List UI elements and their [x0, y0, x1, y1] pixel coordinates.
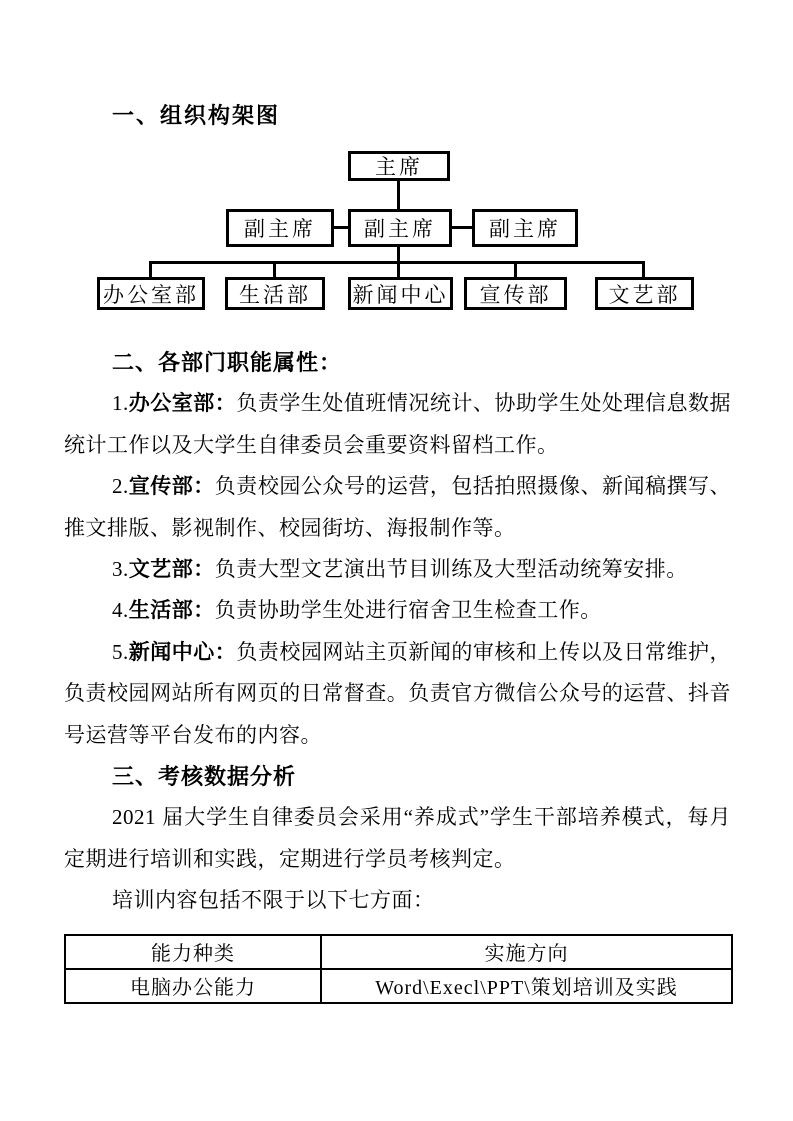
- item-number: 3.: [112, 557, 129, 582]
- item-dept-name: 文艺部：: [128, 557, 215, 582]
- connector-vp-right-horizontal: [452, 226, 472, 229]
- connector-root-vertical: [397, 181, 400, 209]
- item-number: 2.: [112, 474, 129, 499]
- table-cell-implementation: Word\Execl\PPT\策划培训及实践: [321, 969, 732, 1003]
- org-box-vice-chairman-3-label: 副主席: [489, 217, 561, 241]
- assessment-paragraph: 2021 届大学生自律委员会采用“养成式”学生干部培养模式，每月定期进行培训和实践，定期进行学员考核判定。: [64, 805, 731, 871]
- dept-duty-item-news: [64, 632, 731, 756]
- dept-duty-item-publicity: [64, 466, 731, 549]
- org-box-dept-office-label: 办公室部: [103, 282, 199, 307]
- table-header-row: [65, 935, 732, 969]
- section1-heading: 一、组织构架图: [112, 103, 281, 128]
- item-number: 1.: [112, 391, 129, 416]
- org-box-vice-chairman-3: [472, 209, 578, 247]
- connector-vp-left-horizontal: [334, 226, 348, 229]
- dept-duty-item-office: [64, 383, 731, 466]
- org-box-dept-life-label: 生活部: [239, 282, 311, 307]
- connector-dept-span-horizontal: [150, 261, 645, 264]
- org-box-dept-publicity: [464, 277, 567, 310]
- org-box-dept-publicity-label: 宣传部: [479, 282, 552, 307]
- item-dept-name: 宣传部：: [128, 474, 215, 499]
- section3-heading: 三、考核数据分析: [112, 764, 297, 790]
- item-description: 负责校园网站主页新闻的审核和上传以及日常维护，负责校园网站所有网页的日常督查。负责官方微信公众号的运营、抖音号运营等平台发布的内容。: [64, 639, 732, 747]
- training-scope-paragraph: 培训内容包括不限于以下七方面：: [112, 888, 435, 913]
- section2-heading: 二、各部门职能属性：: [112, 350, 343, 375]
- item-dept-name: 生活部：: [128, 598, 215, 623]
- item-description: 负责校园公众号的运营，包括拍照摄像、新闻稿撰写、推文排版、影视制作、校园街坊、海报制作等。: [64, 474, 732, 540]
- item-dept-name: 新闻中心：: [128, 639, 237, 664]
- item-dept-name: 办公室部：: [128, 391, 237, 416]
- table-header-ability-type: 能力种类: [65, 935, 321, 969]
- dept-duty-item-arts: [64, 549, 731, 590]
- org-box-dept-arts-label: 文艺部: [608, 282, 681, 307]
- item-description: 负责学生处值班情况统计、协助学生处处理信息数据统计工作以及大学生自律委员会重要资料留档工作。: [64, 391, 732, 457]
- org-box-vice-chairman-2-label: 副主席: [364, 217, 436, 241]
- org-box-dept-news-label: 新闻中心: [352, 282, 449, 307]
- org-chart: [0, 148, 793, 320]
- org-box-vice-chairman-2: [348, 209, 452, 247]
- item-description: 负责大型文艺演出节目训练及大型活动统筹安排。: [214, 557, 688, 582]
- table-cell-ability: 电脑办公能力: [65, 969, 321, 1003]
- org-box-dept-arts: [595, 277, 694, 310]
- org-box-chairman: [348, 151, 450, 181]
- body-text: [64, 342, 731, 1004]
- table-header-implementation: 实施方向: [321, 935, 732, 969]
- table-row: [65, 969, 732, 1003]
- dept-duty-item-life: [64, 590, 731, 631]
- item-number: 4.: [112, 598, 129, 623]
- org-box-vice-chairman-1-label: 副主席: [244, 217, 316, 241]
- org-box-vice-chairman-1: [226, 209, 334, 247]
- org-box-dept-life: [225, 277, 325, 310]
- item-description: 负责协助学生处进行宿舍卫生检查工作。: [214, 598, 602, 623]
- item-number: 5.: [112, 639, 129, 664]
- org-box-chairman-label: 主席: [375, 155, 423, 179]
- org-box-dept-office: [97, 277, 205, 310]
- org-box-dept-news: [348, 277, 453, 310]
- training-table: [64, 934, 733, 1004]
